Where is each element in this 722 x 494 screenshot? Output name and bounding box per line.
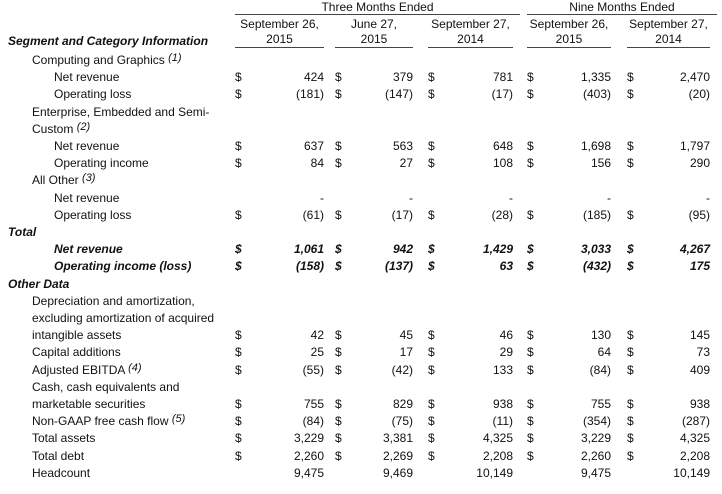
currency-symbol: $ <box>235 156 242 170</box>
currency-symbol: $ <box>428 363 435 377</box>
cell-value: (95) <box>688 208 710 222</box>
row-label <box>32 380 179 394</box>
cell-value: 27 <box>399 156 413 170</box>
currency-symbol: $ <box>335 449 342 463</box>
currency-symbol: $ <box>335 208 342 222</box>
row-label-text: All Other <box>32 173 79 187</box>
currency-symbol: $ <box>335 328 342 342</box>
cell-value: 10,149 <box>673 466 710 480</box>
row-label <box>54 156 149 170</box>
row-label-text: Headcount <box>32 466 91 480</box>
cell-value: 130 <box>590 328 611 342</box>
row-label-text: Net revenue <box>54 70 120 84</box>
currency-symbol: $ <box>428 414 435 428</box>
currency-symbol: $ <box>428 208 435 222</box>
currency-symbol: $ <box>527 345 534 359</box>
cell-value: (84) <box>589 363 611 377</box>
cell-value: (28) <box>491 208 513 222</box>
column-header-year: 2015 <box>360 32 388 46</box>
cell-value: 424 <box>303 70 324 84</box>
row-label <box>54 208 131 222</box>
cell-value: (84) <box>302 414 324 428</box>
currency-symbol: $ <box>428 345 435 359</box>
currency-symbol: $ <box>527 431 534 445</box>
cell-value: 3,381 <box>382 431 413 445</box>
section-label: Segment and Category Information <box>8 34 209 48</box>
row-label <box>32 173 95 187</box>
currency-symbol: $ <box>627 449 634 463</box>
cell-value: (432) <box>582 259 611 273</box>
cell-value: 1,061 <box>293 242 324 256</box>
column-header-underline <box>527 47 611 48</box>
column-header-date: September 27, <box>629 17 708 31</box>
currency-symbol: $ <box>527 328 534 342</box>
currency-symbol: $ <box>335 431 342 445</box>
cell-value: 9,475 <box>293 466 324 480</box>
row-label <box>54 87 131 101</box>
cell-value: (42) <box>391 363 413 377</box>
cell-value: 563 <box>392 139 413 153</box>
currency-symbol: $ <box>428 431 435 445</box>
currency-symbol: $ <box>627 87 634 101</box>
currency-symbol: $ <box>527 414 534 428</box>
cell-value: 4,325 <box>679 431 710 445</box>
cell-value: (11) <box>492 414 513 428</box>
cell-value: - <box>509 191 513 205</box>
cell-value: - <box>320 191 324 205</box>
cell-value: 648 <box>492 139 513 153</box>
currency-symbol: $ <box>335 345 342 359</box>
currency-symbol: $ <box>527 156 534 170</box>
row-label <box>54 242 123 256</box>
cell-value: 379 <box>392 70 413 84</box>
row-label-text: Enterprise, Embedded and Semi- <box>32 105 210 119</box>
currency-symbol: $ <box>335 259 342 273</box>
currency-symbol: $ <box>235 431 242 445</box>
currency-symbol: $ <box>627 363 634 377</box>
cell-value: (403) <box>582 87 611 101</box>
currency-symbol: $ <box>527 259 534 273</box>
currency-symbol: $ <box>235 363 242 377</box>
row-label-text: Net revenue <box>54 242 123 256</box>
cell-value: 156 <box>590 156 611 170</box>
cell-value: 73 <box>696 345 710 359</box>
currency-symbol: $ <box>428 449 435 463</box>
column-header-underline <box>627 47 710 48</box>
row-label <box>32 105 209 119</box>
currency-symbol: $ <box>335 242 342 256</box>
row-label-text: Operating loss <box>54 87 132 101</box>
cell-value: 17 <box>399 345 413 359</box>
currency-symbol: $ <box>235 397 242 411</box>
group-three-months: Three Months Ended <box>321 0 434 14</box>
cell-value: (354) <box>582 414 611 428</box>
currency-symbol: $ <box>627 156 634 170</box>
column-header-underline <box>235 47 324 48</box>
column-header-year: 2014 <box>457 32 484 46</box>
cell-value: (17) <box>391 208 413 222</box>
cell-value: (61) <box>302 208 324 222</box>
cell-value: 290 <box>689 156 710 170</box>
cell-value: 2,260 <box>293 449 324 463</box>
row-label <box>32 122 90 136</box>
currency-symbol: $ <box>335 70 342 84</box>
row-label-text: Adjusted EBITDA <box>32 363 125 377</box>
row-label-text: Total <box>8 225 37 239</box>
currency-symbol: $ <box>428 70 435 84</box>
currency-symbol: $ <box>428 87 435 101</box>
column-header-year: 2015 <box>555 32 583 46</box>
cell-value: 1,335 <box>580 70 611 84</box>
cell-value: 10,149 <box>476 466 513 480</box>
currency-symbol: $ <box>627 259 634 273</box>
cell-value: 4,267 <box>679 242 710 256</box>
column-header-date: September 27, <box>431 17 510 31</box>
cell-value: 755 <box>590 397 611 411</box>
cell-value: (17) <box>491 87 513 101</box>
row-label <box>32 345 121 359</box>
currency-symbol: $ <box>235 345 242 359</box>
cell-value: 46 <box>499 328 513 342</box>
row-label-text: excluding amortization of acquired <box>32 311 215 325</box>
row-label-text: Net revenue <box>54 191 120 205</box>
cell-value: (158) <box>295 259 324 273</box>
currency-symbol: $ <box>235 70 242 84</box>
cell-value: 2,260 <box>580 449 611 463</box>
currency-symbol: $ <box>627 70 634 84</box>
currency-symbol: $ <box>235 242 242 256</box>
currency-symbol: $ <box>335 397 342 411</box>
row-label <box>32 328 121 342</box>
cell-value: 9,469 <box>382 466 413 480</box>
row-label <box>8 225 36 239</box>
column-header-underline <box>335 47 413 48</box>
currency-symbol: $ <box>235 449 242 463</box>
cell-value: 175 <box>689 259 710 273</box>
currency-symbol: $ <box>235 139 242 153</box>
row-label-text: intangible assets <box>32 328 122 342</box>
cell-value: (137) <box>384 259 413 273</box>
cell-value: 45 <box>399 328 413 342</box>
currency-symbol: $ <box>527 363 534 377</box>
cell-value: 938 <box>689 397 710 411</box>
cell-value: 2,470 <box>679 70 710 84</box>
cell-value: 133 <box>492 363 513 377</box>
cell-value: (75) <box>391 414 413 428</box>
cell-value: 25 <box>310 345 324 359</box>
currency-symbol: $ <box>527 449 534 463</box>
column-header-date: September 26, <box>240 17 319 31</box>
cell-value: - <box>409 191 413 205</box>
row-label-text: Cash, cash equivalents and <box>32 380 180 394</box>
row-label <box>32 414 185 428</box>
cell-value: 2,208 <box>679 449 710 463</box>
row-label <box>54 139 119 153</box>
row-label-text: Operating income (loss) <box>54 259 192 273</box>
group-nine-rule <box>527 14 717 15</box>
cell-value: 3,229 <box>580 431 611 445</box>
row-label-text: Custom <box>32 122 74 136</box>
footnote-marker: (1) <box>168 52 182 64</box>
cell-value: 938 <box>492 397 513 411</box>
column-header-date: September 26, <box>529 17 609 31</box>
currency-symbol: $ <box>335 414 342 428</box>
row-label <box>32 431 95 445</box>
cell-value: 84 <box>310 156 324 170</box>
currency-symbol: $ <box>235 414 242 428</box>
row-label-text: Net revenue <box>54 139 120 153</box>
currency-symbol: $ <box>235 328 242 342</box>
cell-value: 4,325 <box>482 431 513 445</box>
cell-value: 9,475 <box>580 466 611 480</box>
row-label <box>8 277 69 291</box>
currency-symbol: $ <box>527 139 534 153</box>
cell-value: 63 <box>499 259 513 273</box>
currency-symbol: $ <box>627 345 634 359</box>
currency-symbol: $ <box>335 156 342 170</box>
row-label-text: Total debt <box>32 449 85 463</box>
cell-value: 145 <box>689 328 710 342</box>
currency-symbol: $ <box>235 208 242 222</box>
group-nine-months: Nine Months Ended <box>569 0 675 14</box>
cell-value: 781 <box>492 70 513 84</box>
row-label-text: Capital additions <box>32 345 121 359</box>
group-three-rule <box>235 14 520 15</box>
currency-symbol: $ <box>428 328 435 342</box>
currency-symbol: $ <box>627 328 634 342</box>
column-header-year: 2014 <box>655 32 682 46</box>
cell-value: 409 <box>689 363 710 377</box>
currency-symbol: $ <box>627 139 634 153</box>
currency-symbol: $ <box>527 208 534 222</box>
row-label-text: Depreciation and amortization, <box>32 294 195 308</box>
row-label <box>54 259 191 273</box>
currency-symbol: $ <box>527 397 534 411</box>
row-label-text: Operating loss <box>54 208 132 222</box>
row-label <box>32 363 142 377</box>
row-label-text: Total assets <box>32 431 96 445</box>
currency-symbol: $ <box>335 139 342 153</box>
cell-value: 755 <box>303 397 324 411</box>
cell-value: 42 <box>310 328 324 342</box>
currency-symbol: $ <box>335 87 342 101</box>
row-label-text: Operating income <box>54 156 149 170</box>
row-label-text: Computing and Graphics <box>32 53 165 67</box>
cell-value: 637 <box>303 139 324 153</box>
currency-symbol: $ <box>428 397 435 411</box>
column-header-date: June 27, <box>350 17 398 31</box>
currency-symbol: $ <box>627 242 634 256</box>
cell-value: (287) <box>681 414 710 428</box>
row-label <box>54 70 119 84</box>
cell-value: 1,429 <box>482 242 513 256</box>
row-label <box>32 311 214 325</box>
currency-symbol: $ <box>627 431 634 445</box>
cell-value: - <box>607 191 611 205</box>
footnote-marker: (5) <box>171 413 186 425</box>
cell-value: (147) <box>384 87 413 101</box>
cell-value: 3,229 <box>293 431 324 445</box>
currency-symbol: $ <box>627 208 634 222</box>
currency-symbol: $ <box>527 87 534 101</box>
row-label <box>32 294 195 308</box>
column-header-year: 2015 <box>266 32 293 46</box>
currency-symbol: $ <box>235 87 242 101</box>
cell-value: 2,208 <box>482 449 513 463</box>
cell-value: 3,033 <box>580 242 611 256</box>
currency-symbol: $ <box>527 242 534 256</box>
row-label-text: marketable securities <box>32 397 146 411</box>
currency-symbol: $ <box>235 259 242 273</box>
row-label <box>32 53 182 67</box>
cell-value: 942 <box>392 242 413 256</box>
row-label-text: Non-GAAP free cash flow <box>32 414 169 428</box>
currency-symbol: $ <box>428 242 435 256</box>
cell-value: 108 <box>492 156 513 170</box>
row-label-text: Other Data <box>8 277 70 291</box>
row-label <box>54 191 119 205</box>
currency-symbol: $ <box>428 259 435 273</box>
cell-value: (181) <box>295 87 324 101</box>
row-label <box>32 466 90 480</box>
cell-value: (20) <box>688 87 710 101</box>
currency-symbol: $ <box>627 414 634 428</box>
cell-value: 2,269 <box>382 449 413 463</box>
currency-symbol: $ <box>627 397 634 411</box>
currency-symbol: $ <box>428 156 435 170</box>
footnote-marker: (2) <box>76 121 91 133</box>
cell-value: 1,698 <box>580 139 611 153</box>
cell-value: (185) <box>582 208 611 222</box>
cell-value: (55) <box>302 363 324 377</box>
currency-symbol: $ <box>335 363 342 377</box>
column-header-underline <box>428 47 513 48</box>
row-label <box>32 397 145 411</box>
currency-symbol: $ <box>428 139 435 153</box>
currency-symbol: $ <box>527 70 534 84</box>
cell-value: 64 <box>597 345 611 359</box>
cell-value: 29 <box>499 345 513 359</box>
cell-value: 1,797 <box>679 139 710 153</box>
footnote-marker: (3) <box>82 172 96 184</box>
row-label <box>32 449 84 463</box>
footnote-marker: (4) <box>128 362 142 374</box>
cell-value: 829 <box>392 397 413 411</box>
cell-value: - <box>706 191 710 205</box>
